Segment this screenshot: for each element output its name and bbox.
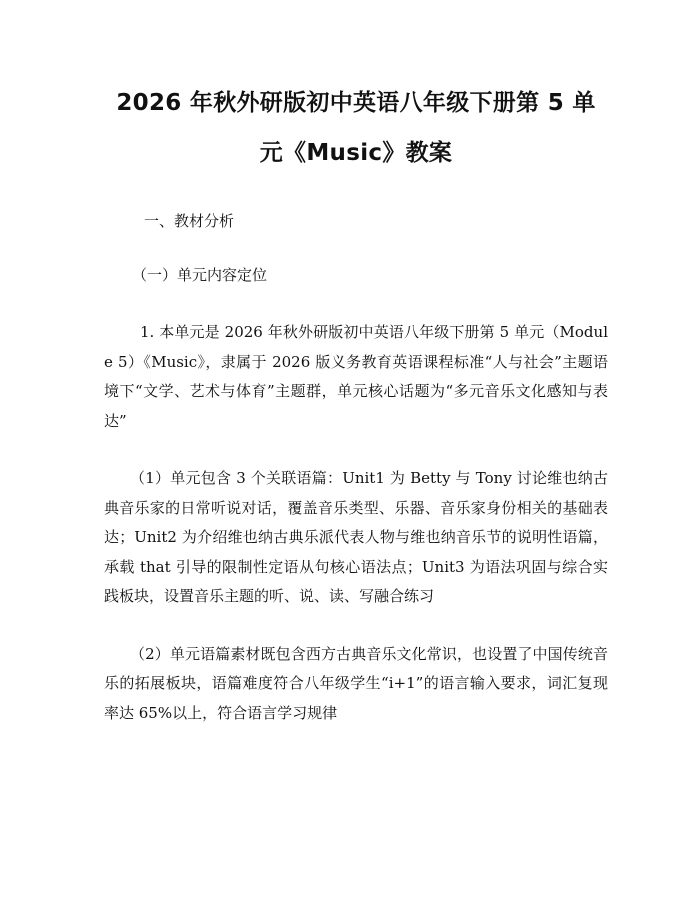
paragraph-unit-texts: （1）单元包含 3 个关联语篇：Unit1 为 Betty 与 Tony 讨论维也纳古典音乐家的日常听说对话，覆盖音乐类型、乐器、音乐家身份相关的基础表达；Unit2 为介绍维也纳古典乐派代表人物与维也纳音乐节的说明性语篇，承载 that 引导的限制性定语从句核心语法点；Unit3 为语法巩固与综合实践板块，设置音乐主题的听、说、读、写融合练习 [104, 469, 608, 605]
paragraph-unit-overview: 1. 本单元是 2026 年秋外研版初中英语八年级下册第 5 单元（Module 5）《Music》，隶属于 2026 版义务教育英语课程标准“人与社会”主题语境下“文学、艺术与体育”主题群，单元核心话题为“多元音乐文化感知与表达” [104, 323, 608, 430]
document-title-line-1: 2026 年秋外研版初中英语八年级下册第 5 单 [116, 90, 596, 116]
document-title-line-2: 元《Music》教案 [259, 140, 453, 166]
document-title [94, 78, 618, 178]
section-heading-textbook-analysis: 一、教材分析 [144, 212, 235, 230]
paragraph-materials: （2）单元语篇素材既包含西方古典音乐文化常识，也设置了中国传统音乐的拓展板块，语篇难度符合八年级学生“i+1”的语言输入要求，词汇复现率达 65%以上，符合语言学习规律 [104, 644, 608, 722]
subsection-heading-unit-positioning: （一）单元内容定位 [132, 266, 268, 284]
